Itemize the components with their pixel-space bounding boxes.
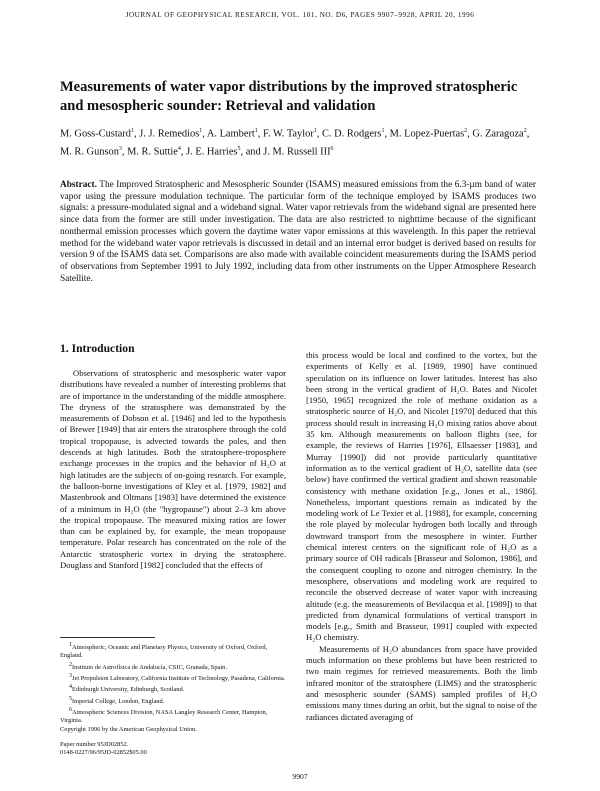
author-name: C. D. Rodgers (322, 128, 382, 140)
author-name: M. Goss-Custard (60, 128, 132, 140)
author-affiliation-mark: 2 (464, 128, 468, 134)
author-affiliation-mark: 1 (131, 128, 135, 134)
page-number: 9907 (292, 772, 308, 781)
author-name: J. E. Harries (186, 146, 238, 158)
author-name: J. J. Remedios (139, 128, 200, 140)
author-name: M. R. Suttie (127, 146, 178, 158)
right-paragraph-measurements: Measurements of H₂O abundances from space have provided much information on these problems but have been restricted to two main regimes for retrieved measurements. Both the limb infrared monitor of the stratosphere (LIMS) and the stratospheric and mesospheric sounder (SAMS) sampled profiles of H₂O emissions many times during an orbit, but the signal to noise of the radiances dictated averaging of (306, 643, 537, 722)
section-heading-introduction: 1. Introduction (60, 342, 135, 355)
author-affiliation-mark: 1 (313, 128, 317, 134)
footnote (60, 661, 286, 672)
author-affiliation-mark: 1 (199, 128, 203, 134)
footnote-mark: 1 (69, 642, 72, 648)
footnote (60, 706, 286, 726)
affiliation-footnotes (60, 641, 286, 725)
footnote (60, 683, 286, 694)
author-name: M. R. Gunson (60, 146, 119, 158)
paper-number: Paper number 95JD02852. (60, 741, 129, 749)
author-affiliation-mark: 1 (381, 128, 385, 134)
footnote (60, 641, 286, 661)
introduction-right-column (306, 350, 537, 723)
right-paragraph-continued: this process would be local and confined to the vortex, but the experiments of Kelly et al. [1989, 1990] have continued speculation on its influence on lower latitudes. Interest has also been strong in the vertical gradient of H₂O. Bates and Nicolet [1950, 1965] recognized the role of methane oxidation as a stratospheric source of H₂O, and Nicolet [1970] deduced that this process should result in increasing H₂O mixing ratios above about 35 km. Although measurements on balloon flights (see, for example, the reviews of Harries [1976], Ellsaesser [1983], and Murray [1990]) did not provide particularly quantitative information as to the vertical gradient of H₂O, satellite data (see below) have confirmed the vertical gradient and shown reasonable consistency with methane oxidation [e.g., Jones et al., 1986]. Nonetheless, important questions remain as indicated by the modeling work of Le Texier et al. [1988], for example, concerning the role played by molecular hydrogen both locally and through downward transport from the mesosphere in winter. Further chemical interest centers on the significant role of H₂O as a primary source of OH radicals [Brasseur and Solomon, 1986], and the consequent coupling to ozone and nitrogen chemistry. In the mesosphere, observations and modeling work are required to reconcile the observed decrease of water vapor with increasing altitude (e.g. the measurements of Bevilacqua et al. [1989]) to that predicted from dynamical formulations of vertical transport in models [e.g., Smith and Brasseur, 1991] coupled with expected H₂O chemistry. (306, 350, 537, 643)
author-affiliation-mark: 5 (237, 145, 241, 152)
footnote-text: Instituto de Astrofísica de Andalucía, CSIC, Granada, Spain. (72, 663, 227, 671)
abstract (60, 180, 536, 285)
footnote-text: Atmospheric Sciences Division, NASA Langley Research Center, Hampton, Virginia. (60, 708, 268, 725)
footnote-text: Jet Propulsion Laboratory, California Institute of Technology, Pasadena, California. (72, 674, 286, 682)
author-name: M. Lopez-Puertas (389, 128, 465, 140)
footnote-mark: 6 (69, 706, 72, 713)
copyright-block (60, 726, 286, 758)
article-title: Measurements of water vapor distributions by the improved stratospheric and mesospheric sounder: Retrieval and validation (60, 79, 518, 114)
footnote-text: Edinburgh University, Edinburgh, Scotland. (72, 686, 185, 694)
abstract-text: The Improved Stratospheric and Mesospheric Sounder (ISAMS) measured emissions from the 6.3-µm band of water vapor using the pressure modulation technique. The particular form of the technique employed by ISAMS produces two signals: a pressure-modulated signal and a wideband signal. Water vapor retrievals from the wideband signal are presented here since data from the former are still under investigation. The data are also restricted to nighttime because of the significant nonthermal emission processes which govern the daytime water vapor emissions at this wavelength. In this paper the retrieval method for the wideband water vapor retrievals is discussed in detail and an internal error budget is derived based on results for version 9 of the ISAMS data set. Comparisons are also made with available coincident measurements during the ISAMS period of observations from September 1991 to July 1992, including data from other instruments on the Upper Atmosphere Research Satellite. (60, 180, 536, 284)
abstract-label: Abstract. (60, 180, 97, 190)
author-name: and J. M. Russell III (245, 146, 331, 158)
footnote-text: Imperial College, London, England. (72, 697, 165, 705)
author-affiliation-mark: 3 (118, 145, 122, 152)
footnote-mark: 5 (69, 695, 72, 702)
footnote (60, 695, 286, 706)
author-affiliation-mark: 1 (254, 128, 258, 134)
author-name: A. Lambert (206, 128, 255, 140)
introduction-left-column: Observations of stratospheric and mesospheric water vapor distributions have revealed a number of interesting problems that are of importance in the understanding of the middle atmosphere. The dryness of the stratosphere was demonstrated by the measurements of Dobson et al. [1946] and led to the hypothesis of Brewer [1949] that air enters the stratosphere through the cold tropical tropopause, is advected towards the poles, and then descends at high latitudes. Both the stratosphere-troposphere exchange processes in the tropics and the behavior of H₂O at high latitudes are the subjects of on-going research. For example, the balloon-borne investigations of Kley et al. [1979, 1982] and Mastenbrook and Oltmans [1983] have determined the existence of a minimum in H₂O (the "hygropause") about 2–3 km above the tropical tropopause. The measured mixing ratios are lower than can be explained by, for example, the mean tropopause temperature. Polar research has concentrated on the role of the Antarctic stratospheric vortex in drying the stratosphere. Douglass and Stanford [1982] concluded that the effects of (60, 368, 286, 571)
issn-line: 0148-0227/96/95JD-02852$05.00 (60, 749, 147, 757)
author-name: G. Zaragoza (472, 128, 524, 140)
author-list: M. Goss-Custard$^1$, J. J. Remedios$^1$, A. Lambert$^1$, F. W. Taylor$^1$, C. D. Rodgers$^1$, M. Lopez-Puertas$^2$, G. Zaragoza$^2$, M. R. Gunson$^3$, M. R. Suttie$^4$, J. E. Harries$^5$, and J. M. Russell III$^6$ (60, 128, 530, 158)
footnote-divider (60, 637, 155, 638)
footnote-mark: 2 (69, 661, 72, 668)
footnote-mark: 4 (69, 684, 72, 691)
author-affiliation-mark: 2 (523, 128, 527, 134)
copyright-line: Copyright 1996 by the American Geophysical Union. (60, 726, 197, 733)
author-affiliation-mark: 4 (177, 145, 181, 152)
journal-header: JOURNAL OF GEOPHYSICAL RESEARCH, VOL. 101, NO. D6, PAGES 9907–9928, APRIL 20, 1996 (125, 11, 475, 19)
author-name: F. W. Taylor (263, 128, 314, 140)
author-affiliation-mark: 6 (330, 145, 334, 152)
footnote (60, 672, 286, 683)
footnote-text: Atmospheric, Oceanic and Planetary Physics, University of Oxford, Oxford, England. (60, 644, 268, 660)
footnote-mark: 3 (69, 672, 72, 679)
